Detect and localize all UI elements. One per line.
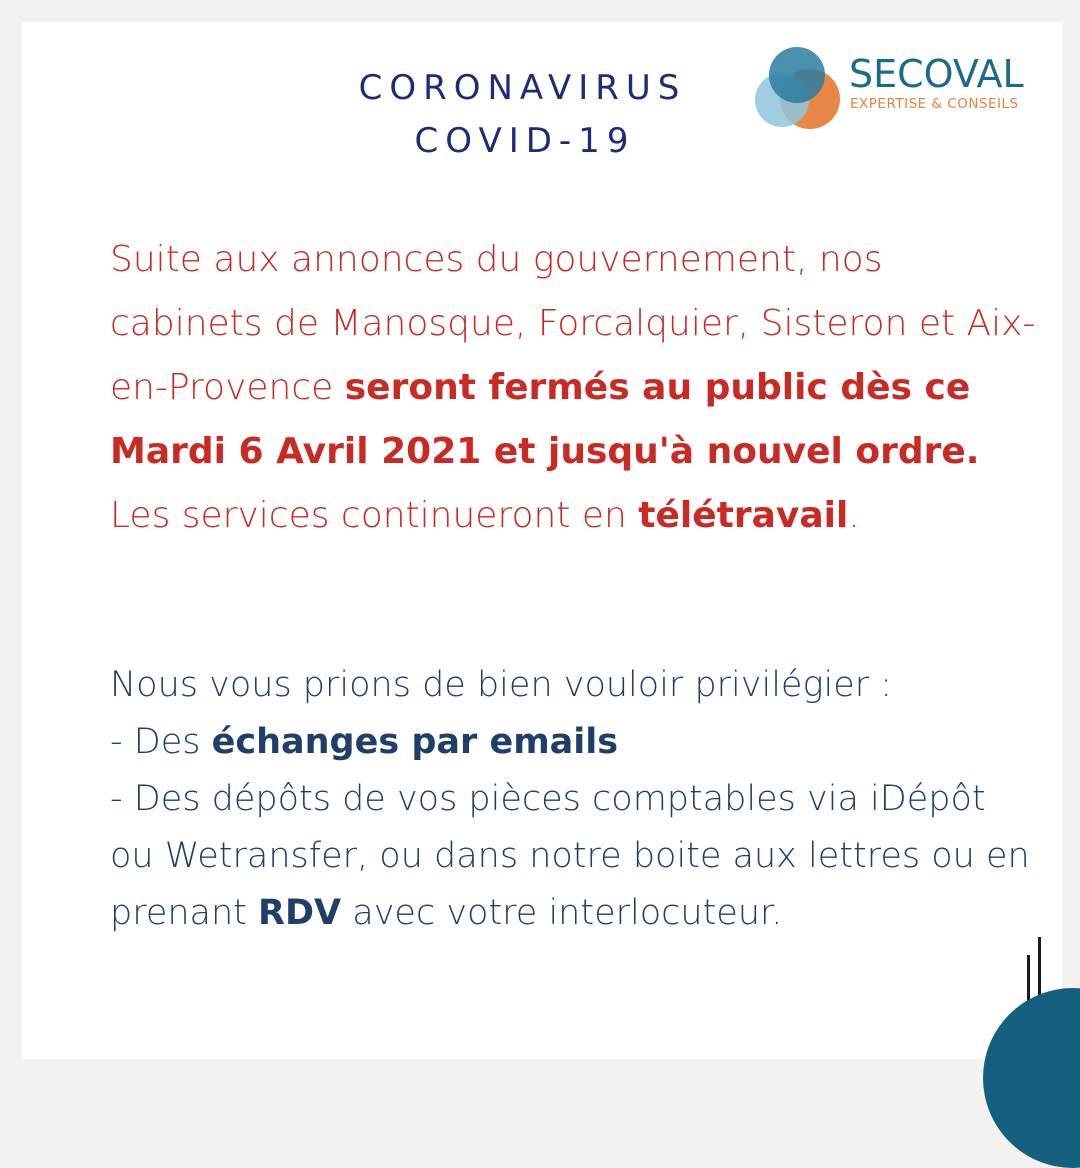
title-line-coronavirus: CORONAVIRUS bbox=[358, 68, 687, 108]
announcement-closure-bold: seront fermés au public dès ce Mardi 6 Avril 2021 et jusqu'à nouvel ordre. bbox=[110, 367, 980, 472]
logo-name: SECOVAL bbox=[849, 52, 1024, 96]
instructions-item2-bold: RDV bbox=[258, 893, 342, 933]
announcement-services: Les services continueront en bbox=[110, 495, 639, 536]
instructions-item2: - Des dépôts de vos pièces comptables via iDépôt ou Wetransfer, ou dans notre boite aux lettres ou en prenant bbox=[110, 779, 1030, 933]
instructions-intro: Nous vous prions de bien vouloir privilégier : bbox=[110, 665, 893, 705]
closure-announcement bbox=[110, 228, 1040, 548]
instructions-item1-bold: échanges par emails bbox=[211, 722, 619, 762]
title-line-covid: COVID-19 bbox=[414, 121, 636, 161]
logo-tagline: EXPERTISE & CONSEILS bbox=[850, 96, 1019, 112]
logo-circles-icon bbox=[752, 44, 847, 134]
secoval-logo bbox=[752, 44, 1052, 134]
instructions-item1-prefix: - Des bbox=[110, 722, 212, 762]
announcement-remote-bold: télétravail bbox=[638, 495, 849, 536]
announcement-end: . bbox=[848, 495, 860, 536]
instructions bbox=[110, 657, 1040, 942]
announcement-intro: Suite aux annonces du gouvernement, nos cabinets de Manosque, Forcalquier, Sisteron et Aix-en-Provence bbox=[110, 239, 1036, 408]
instructions-item2-end: avec votre interlocuteur. bbox=[341, 893, 783, 933]
